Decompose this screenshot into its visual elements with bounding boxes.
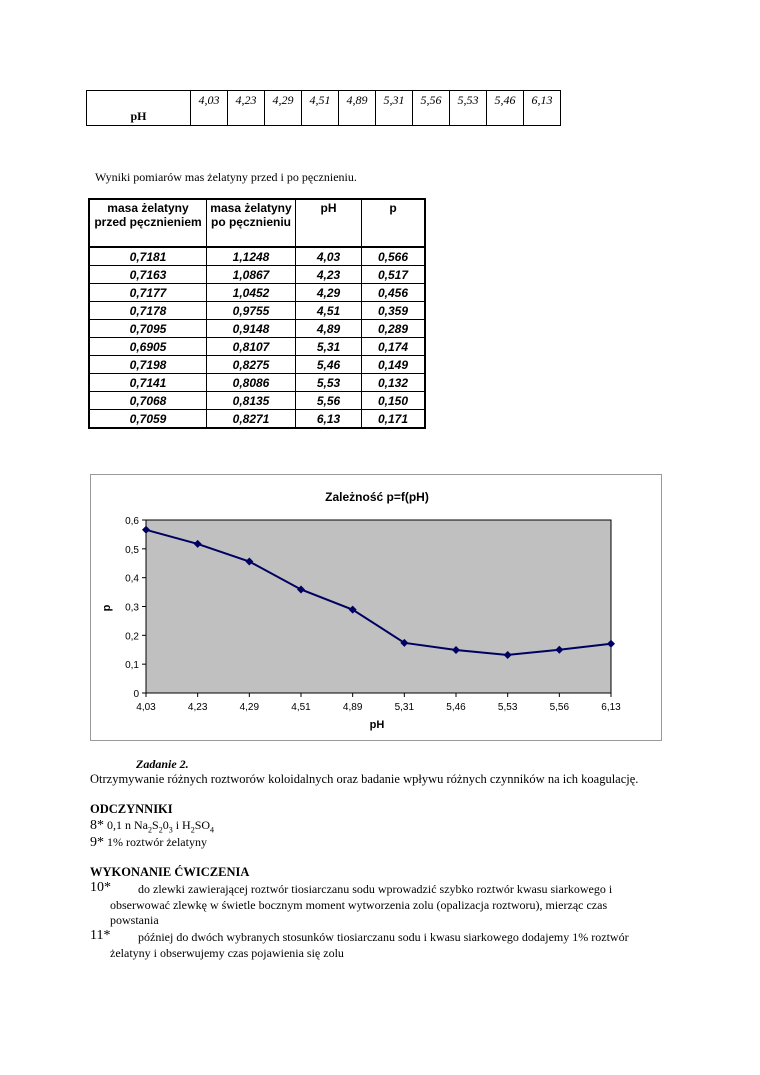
x-tick-label: 5,53	[497, 702, 518, 713]
subscript: 2	[158, 825, 163, 835]
ph-row-value: 5,31	[376, 91, 413, 126]
subscript: 2	[190, 825, 195, 835]
step-line: powstania	[110, 913, 159, 927]
table-row	[89, 374, 425, 392]
line-chart	[91, 475, 661, 740]
ph-row-label: pH	[87, 91, 191, 126]
column-header: pH	[296, 199, 362, 247]
reagent-text: 0,1 n Na	[107, 818, 148, 832]
table-row	[89, 266, 425, 284]
table-cell: 0,9755	[207, 302, 296, 320]
table-cell: 1,0452	[207, 284, 296, 302]
ph-row-value: 5,53	[450, 91, 487, 126]
reagent-text: S	[152, 818, 159, 832]
y-tick-label: 0,2	[125, 631, 139, 643]
step-line: żelatyny i obserwujemy czas pojawienia się zolu	[110, 946, 344, 960]
table-row	[89, 284, 425, 302]
reagent-text: SO	[194, 818, 211, 832]
table-row	[89, 302, 425, 320]
plot-area	[146, 520, 611, 693]
table-cell: 4,89	[296, 320, 362, 338]
table-row	[89, 356, 425, 374]
ph-row-value: 5,46	[487, 91, 524, 126]
table-cell: 0,8107	[207, 338, 296, 356]
reagent-item	[90, 835, 207, 851]
y-tick-label: 0,5	[125, 544, 139, 556]
x-tick-label: 4,89	[342, 702, 363, 713]
table-cell: 0,7178	[89, 302, 207, 320]
reagent-text: i H	[172, 818, 191, 832]
task-description: Otrzymywanie różnych roztworów koloidalnych oraz badanie wpływu różnych czynników na ich koagulację.	[90, 772, 639, 786]
x-tick-label: 5,31	[394, 702, 415, 713]
ph-row-table	[86, 90, 561, 126]
ph-row-value: 4,89	[339, 91, 376, 126]
procedure-heading: WYKONANIE ĆWICZENIA	[90, 865, 250, 879]
table-cell: 0,132	[362, 374, 426, 392]
column-header: p	[362, 199, 426, 247]
task-title: Zadanie 2.	[136, 757, 189, 771]
ph-row-value: 6,13	[524, 91, 561, 126]
x-tick-label: 4,29	[239, 702, 260, 713]
column-header: masa żelatyny po pęcznieniu	[207, 199, 296, 247]
table-cell: 0,7068	[89, 392, 207, 410]
table-cell: 0,456	[362, 284, 426, 302]
table-cell: 0,7059	[89, 410, 207, 429]
y-axis-label: p	[101, 604, 113, 612]
table-cell: 0,7163	[89, 266, 207, 284]
reagent-number: 9*	[90, 835, 104, 850]
table-cell: 0,149	[362, 356, 426, 374]
ph-row-value: 4,29	[265, 91, 302, 126]
table-cell: 0,174	[362, 338, 426, 356]
table-cell: 4,29	[296, 284, 362, 302]
table-cell: 5,31	[296, 338, 362, 356]
table-cell: 0,7198	[89, 356, 207, 374]
subscript: 3	[168, 825, 173, 835]
ph-row-value: 4,03	[191, 91, 228, 126]
y-axis	[125, 516, 146, 700]
table-cell: 1,0867	[207, 266, 296, 284]
ph-row-value: 5,56	[413, 91, 450, 126]
table-cell: 0,7141	[89, 374, 207, 392]
table-cell: 0,8135	[207, 392, 296, 410]
table-row	[89, 320, 425, 338]
y-tick-label: 0	[133, 689, 139, 700]
ph-row-value: 4,23	[228, 91, 265, 126]
step-line: obserwować zlewkę w świetle bocznym moment wytworzenia zolu (opalizacja roztworu), mierząc czas	[110, 898, 608, 912]
table-cell: 4,51	[296, 302, 362, 320]
chart-frame	[90, 474, 662, 741]
x-tick-label: 4,51	[291, 702, 311, 713]
x-tick-label: 4,03	[136, 702, 156, 713]
step-number: 11*	[90, 928, 111, 943]
table-row	[89, 338, 425, 356]
table-row	[89, 247, 425, 266]
reagent-item	[90, 818, 214, 834]
table-cell: 0,7181	[89, 247, 207, 266]
table-cell: 0,171	[362, 410, 426, 429]
table-caption: Wyniki pomiarów mas żelatyny przed i po pęcznieniu.	[95, 170, 357, 184]
step-line: później do dwóch wybranych stosunków tiosiarczanu sodu i kwasu siarkowego dodajemy 1% roztwór	[138, 930, 629, 944]
subscript: 4	[210, 825, 215, 835]
table-cell: 1,1248	[207, 247, 296, 266]
table-cell: 5,53	[296, 374, 362, 392]
table-cell: 5,46	[296, 356, 362, 374]
table-cell: 0,517	[362, 266, 426, 284]
table-cell: 0,9148	[207, 320, 296, 338]
table-cell: 0,566	[362, 247, 426, 266]
table-cell: 5,56	[296, 392, 362, 410]
x-tick-label: 4,23	[187, 702, 208, 713]
x-tick-label: 5,46	[446, 702, 466, 713]
x-tick-label: 6,13	[601, 702, 621, 713]
step-number: 10*	[90, 880, 111, 895]
table-cell: 6,13	[296, 410, 362, 429]
reagent-number: 8*	[90, 818, 104, 833]
table-cell: 0,150	[362, 392, 426, 410]
reagents-heading: ODCZYNNIKI	[90, 802, 173, 816]
table-row	[89, 410, 425, 429]
mass-table	[88, 198, 426, 429]
table-cell: 0,8275	[207, 356, 296, 374]
x-axis	[136, 693, 621, 713]
subscript: 2	[148, 825, 152, 835]
table-cell: 0,7095	[89, 320, 207, 338]
x-axis-label: pH	[369, 719, 385, 731]
y-tick-label: 0,3	[125, 602, 139, 614]
table-cell: 0,7177	[89, 284, 207, 302]
step-line: do zlewki zawierającej roztwór tiosiarczanu sodu wprowadzić szybko roztwór kwasu siarkowego i	[138, 882, 613, 896]
table-cell: 4,23	[296, 266, 362, 284]
table-cell: 0,8271	[207, 410, 296, 429]
table-cell: 0,8086	[207, 374, 296, 392]
x-tick-label: 5,56	[549, 702, 570, 713]
table-cell: 0,6905	[89, 338, 207, 356]
chart-title: Zależność p=f(pH)	[325, 490, 429, 504]
column-header: masa żelatyny przed pęcznieniem	[89, 199, 207, 247]
table-row	[89, 392, 425, 410]
table-cell: 0,289	[362, 320, 426, 338]
reagent-text: 1% roztwór żelatyny	[107, 835, 207, 849]
ph-row-value: 4,51	[302, 91, 339, 126]
mass-table-body	[89, 247, 425, 428]
y-tick-label: 0,6	[125, 516, 139, 527]
table-cell: 0,359	[362, 302, 426, 320]
y-tick-label: 0,1	[125, 660, 139, 672]
table-cell: 4,03	[296, 247, 362, 266]
reagent-text: 0	[162, 818, 169, 832]
y-tick-label: 0,4	[125, 573, 139, 585]
